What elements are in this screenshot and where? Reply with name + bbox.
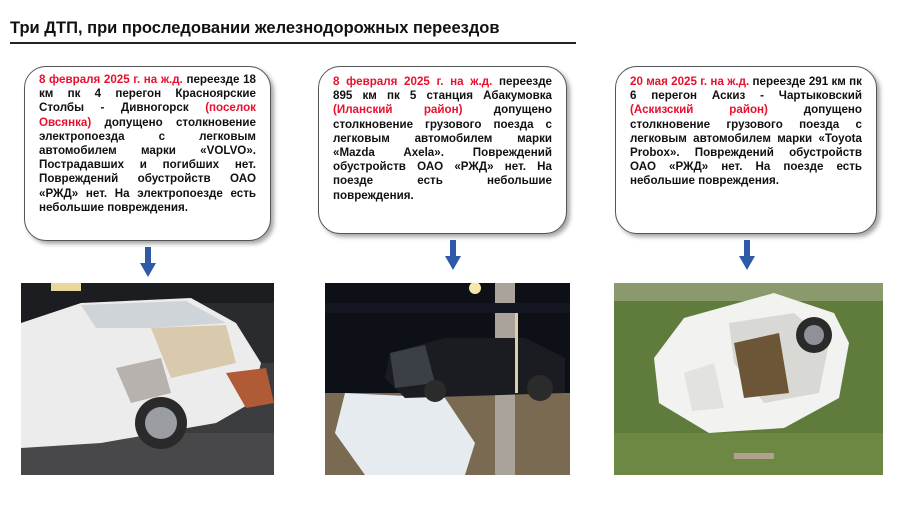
incident-district: (Аскизский район) bbox=[630, 103, 768, 117]
incident-location: переезде 291 км пк 6 перегон Аскиз - Чартыковский bbox=[630, 75, 862, 103]
incident-card-1 bbox=[24, 66, 271, 241]
incident-description: допущено столкновение грузового поезда с легковым автомобилем марки «Mazda Axela». Повреждений обустройств ОАО «РЖД» нет. На поезде есть небольшие повреждения. bbox=[333, 103, 552, 202]
down-arrow-icon bbox=[445, 240, 461, 270]
incident-district: (Иланский район) bbox=[333, 103, 463, 117]
incident-date: 8 февраля 2025 г. на ж.д. bbox=[333, 75, 493, 88]
incident-district: (поселок Овсянка) bbox=[39, 101, 256, 129]
down-arrow-icon bbox=[140, 247, 156, 277]
incident-card-3 bbox=[615, 66, 877, 234]
incident-photo-1 bbox=[21, 283, 274, 475]
incident-text-1 bbox=[39, 73, 256, 215]
incident-location: переезде 18 км пк 4 перегон Красноярские Столбы - Дивногорск bbox=[39, 73, 256, 115]
title-underline bbox=[10, 42, 576, 44]
incident-photo-3 bbox=[614, 283, 883, 475]
incident-location: переезде 895 км пк 5 станция Абакумовка bbox=[333, 75, 552, 103]
page-title: Три ДТП, при проследовании железнодорожных переездов bbox=[10, 19, 500, 37]
incident-text-2 bbox=[333, 75, 552, 203]
incident-text-3 bbox=[630, 75, 862, 189]
incident-photo-2 bbox=[325, 283, 570, 475]
incident-date: 20 мая 2025 г. на ж.д. bbox=[630, 75, 750, 88]
incident-date: 8 февраля 2025 г. на ж.д. bbox=[39, 73, 183, 86]
incident-card-2 bbox=[318, 66, 567, 234]
down-arrow-icon bbox=[739, 240, 755, 270]
incident-description: допущено столкновение электропоезда с легковым автомобилем марки «VOLVO». Пострадавших и погибших нет. Повреждений обустройств ОАО «РЖД» нет. На электропоезде есть небольшие повреждения. bbox=[39, 115, 256, 214]
incident-description: допущено столкновение грузового поезда с легковым автомобилем марки «Toyota Probox». Повреждений обустройств ОАО «РЖД» нет. На поезде есть небольшие повреждения. bbox=[630, 103, 862, 188]
